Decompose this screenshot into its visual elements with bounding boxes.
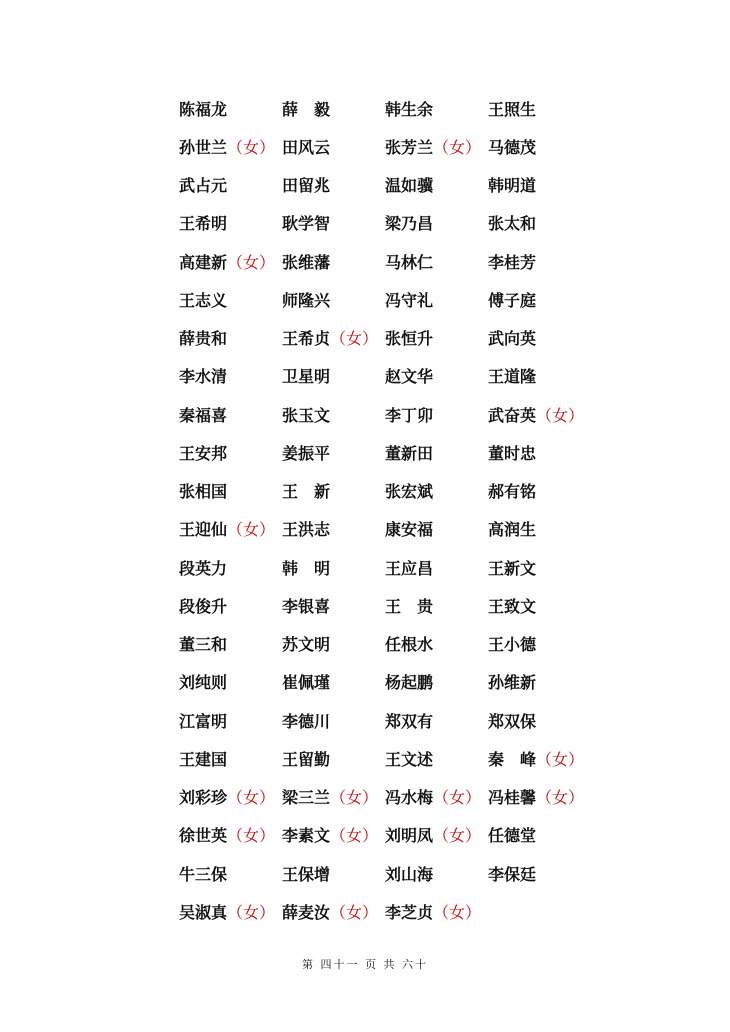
person-name: 陈福龙 xyxy=(179,99,228,119)
female-mark: （女） xyxy=(330,826,379,846)
name-cell xyxy=(488,250,591,273)
name-row xyxy=(179,395,619,433)
name-cell xyxy=(179,823,282,846)
name-cell xyxy=(488,517,591,540)
person-name: 郑双保 xyxy=(488,711,537,731)
page-footer: 第 四十一 页 共 六十 xyxy=(302,958,428,971)
name-cell xyxy=(179,250,282,273)
person-name: 薛 毅 xyxy=(282,99,331,119)
person-name: 王 贵 xyxy=(385,596,434,616)
person-name: 薛麦汝 xyxy=(282,902,331,922)
name-cell xyxy=(282,135,385,158)
name-cell xyxy=(488,173,591,196)
female-mark: （女） xyxy=(330,329,379,349)
name-cell xyxy=(179,441,282,464)
name-row xyxy=(179,701,619,739)
person-name: 田风云 xyxy=(282,137,331,157)
person-name: 郑双有 xyxy=(385,711,434,731)
person-name: 武向英 xyxy=(488,329,537,349)
female-mark: （女） xyxy=(330,788,379,808)
person-name: 田留兆 xyxy=(282,176,331,196)
name-cell xyxy=(488,785,591,808)
name-cell xyxy=(179,709,282,732)
name-cell xyxy=(282,785,385,808)
person-name: 冯水梅 xyxy=(385,788,434,808)
name-cell xyxy=(385,785,488,808)
person-name: 赵文华 xyxy=(385,367,434,387)
female-mark: （女） xyxy=(433,137,482,157)
name-cell xyxy=(488,441,591,464)
female-mark: （女） xyxy=(227,826,276,846)
name-row xyxy=(179,854,619,892)
name-cell xyxy=(385,823,488,846)
person-name: 李桂芳 xyxy=(488,252,537,272)
name-row xyxy=(179,739,619,777)
person-name: 王建国 xyxy=(179,749,228,769)
person-name: 刘山海 xyxy=(385,864,434,884)
name-cell xyxy=(282,517,385,540)
person-name: 王保增 xyxy=(282,864,331,884)
person-name: 高建新 xyxy=(179,252,228,272)
person-name: 李素文 xyxy=(282,826,331,846)
person-name: 王小德 xyxy=(488,635,537,655)
person-name: 牛三保 xyxy=(179,864,228,884)
person-name: 刘明凤 xyxy=(385,826,434,846)
person-name: 王希贞 xyxy=(282,329,331,349)
person-name: 卫星明 xyxy=(282,367,331,387)
name-cell xyxy=(282,326,385,349)
name-cell xyxy=(488,747,591,770)
name-row xyxy=(179,242,619,280)
name-row xyxy=(179,357,619,395)
name-cell xyxy=(282,632,385,655)
person-name: 王安邦 xyxy=(179,443,228,463)
person-name: 王洪志 xyxy=(282,520,331,540)
female-mark: （女） xyxy=(227,252,276,272)
female-mark: （女） xyxy=(433,826,482,846)
person-name: 武占元 xyxy=(179,176,228,196)
person-name: 王 新 xyxy=(282,482,331,502)
name-cell xyxy=(179,517,282,540)
name-cell xyxy=(282,97,385,120)
name-cell xyxy=(179,97,282,120)
person-name: 张维藩 xyxy=(282,252,331,272)
person-name: 王应昌 xyxy=(385,558,434,578)
person-name: 温如骥 xyxy=(385,176,434,196)
person-name: 师隆兴 xyxy=(282,290,331,310)
name-cell xyxy=(385,862,488,885)
name-row xyxy=(179,510,619,548)
person-name: 吴淑真 xyxy=(179,902,228,922)
name-cell xyxy=(488,709,591,732)
name-cell xyxy=(488,670,591,693)
female-mark: （女） xyxy=(433,788,482,808)
person-name: 傅子庭 xyxy=(488,290,537,310)
female-mark: （女） xyxy=(536,405,585,425)
name-cell xyxy=(385,747,488,770)
person-name: 杨起鹏 xyxy=(385,673,434,693)
person-name: 姜振平 xyxy=(282,443,331,463)
name-row xyxy=(179,663,619,701)
name-cell xyxy=(282,556,385,579)
person-name: 薛贵和 xyxy=(179,329,228,349)
name-cell xyxy=(179,670,282,693)
female-mark: （女） xyxy=(433,902,482,922)
person-name: 郝有铭 xyxy=(488,482,537,502)
name-cell xyxy=(282,403,385,426)
person-name: 秦福喜 xyxy=(179,405,228,425)
name-cell xyxy=(282,479,385,502)
person-name: 刘纯则 xyxy=(179,673,228,693)
person-name: 王致文 xyxy=(488,596,537,616)
person-name: 崔佩瑾 xyxy=(282,673,331,693)
person-name: 段俊升 xyxy=(179,596,228,616)
name-cell xyxy=(282,747,385,770)
person-name: 高润生 xyxy=(488,520,537,540)
name-cell xyxy=(488,862,591,885)
person-name: 冯守礼 xyxy=(385,290,434,310)
name-cell xyxy=(385,211,488,234)
person-name: 王道隆 xyxy=(488,367,537,387)
name-cell xyxy=(385,364,488,387)
person-name: 秦 峰 xyxy=(488,749,537,769)
name-cell xyxy=(179,632,282,655)
name-cell xyxy=(282,364,385,387)
person-name: 李保廷 xyxy=(488,864,537,884)
name-cell xyxy=(385,632,488,655)
person-name: 康安福 xyxy=(385,520,434,540)
name-row xyxy=(179,89,619,127)
person-name: 马德茂 xyxy=(488,137,537,157)
name-cell xyxy=(282,709,385,732)
name-cell xyxy=(488,823,591,846)
name-cell xyxy=(385,556,488,579)
name-row xyxy=(179,127,619,165)
name-cell xyxy=(179,785,282,808)
name-cell xyxy=(179,747,282,770)
female-mark: （女） xyxy=(227,788,276,808)
person-name: 张恒升 xyxy=(385,329,434,349)
person-name: 李银喜 xyxy=(282,596,331,616)
name-cell xyxy=(282,441,385,464)
name-cell xyxy=(282,862,385,885)
name-cell xyxy=(282,594,385,617)
name-cell xyxy=(179,326,282,349)
name-cell xyxy=(282,900,385,923)
name-cell xyxy=(385,288,488,311)
name-cell xyxy=(179,862,282,885)
name-cell xyxy=(179,403,282,426)
person-name: 董三和 xyxy=(179,635,228,655)
name-list xyxy=(179,89,619,931)
name-cell xyxy=(282,823,385,846)
name-cell xyxy=(488,632,591,655)
person-name: 韩明道 xyxy=(488,176,537,196)
name-cell xyxy=(179,900,282,923)
female-mark: （女） xyxy=(227,137,276,157)
person-name: 董新田 xyxy=(385,443,434,463)
person-name: 李芝贞 xyxy=(385,902,434,922)
person-name: 王留勤 xyxy=(282,749,331,769)
name-cell xyxy=(179,364,282,387)
female-mark: （女） xyxy=(227,520,276,540)
name-cell xyxy=(282,250,385,273)
person-name: 王希明 xyxy=(179,214,228,234)
name-row xyxy=(179,625,619,663)
person-name: 武奋英 xyxy=(488,405,537,425)
name-cell xyxy=(488,364,591,387)
person-name: 孙维新 xyxy=(488,673,537,693)
person-name: 李水清 xyxy=(179,367,228,387)
name-cell xyxy=(282,288,385,311)
name-row xyxy=(179,548,619,586)
person-name: 王新文 xyxy=(488,558,537,578)
name-cell xyxy=(488,211,591,234)
person-name: 段英力 xyxy=(179,558,228,578)
name-cell xyxy=(385,326,488,349)
name-cell xyxy=(179,288,282,311)
person-name: 张相国 xyxy=(179,482,228,502)
person-name: 孙世兰 xyxy=(179,137,228,157)
person-name: 张芳兰 xyxy=(385,137,434,157)
person-name: 张玉文 xyxy=(282,405,331,425)
name-cell xyxy=(385,250,488,273)
name-cell xyxy=(385,97,488,120)
person-name: 王文述 xyxy=(385,749,434,769)
name-cell xyxy=(385,173,488,196)
person-name: 冯桂馨 xyxy=(488,788,537,808)
person-name: 韩 明 xyxy=(282,558,331,578)
person-name: 王志义 xyxy=(179,290,228,310)
name-row xyxy=(179,778,619,816)
person-name: 梁乃昌 xyxy=(385,214,434,234)
name-row xyxy=(179,816,619,854)
person-name: 张太和 xyxy=(488,214,537,234)
person-name: 任德堂 xyxy=(488,826,537,846)
female-mark: （女） xyxy=(330,902,379,922)
person-name: 韩生余 xyxy=(385,99,434,119)
name-cell xyxy=(385,900,488,923)
person-name: 梁三兰 xyxy=(282,788,331,808)
name-cell xyxy=(179,211,282,234)
name-cell xyxy=(488,135,591,158)
name-row xyxy=(179,319,619,357)
name-cell xyxy=(179,594,282,617)
female-mark: （女） xyxy=(536,749,585,769)
name-row xyxy=(179,204,619,242)
name-row xyxy=(179,892,619,930)
female-mark: （女） xyxy=(536,788,585,808)
name-cell xyxy=(488,288,591,311)
person-name: 董时忠 xyxy=(488,443,537,463)
name-row xyxy=(179,166,619,204)
person-name: 李德川 xyxy=(282,711,331,731)
name-cell xyxy=(179,135,282,158)
person-name: 任根水 xyxy=(385,635,434,655)
name-cell xyxy=(488,403,591,426)
name-cell xyxy=(488,97,591,120)
name-cell xyxy=(385,709,488,732)
person-name: 王照生 xyxy=(488,99,537,119)
person-name: 徐世英 xyxy=(179,826,228,846)
person-name: 王迎仙 xyxy=(179,520,228,540)
person-name: 马林仁 xyxy=(385,252,434,272)
name-cell xyxy=(179,173,282,196)
name-row xyxy=(179,472,619,510)
person-name: 苏文明 xyxy=(282,635,331,655)
person-name: 江富明 xyxy=(179,711,228,731)
name-row xyxy=(179,280,619,318)
name-cell xyxy=(488,479,591,502)
name-cell xyxy=(385,479,488,502)
name-row xyxy=(179,586,619,624)
name-cell xyxy=(385,517,488,540)
person-name: 张宏斌 xyxy=(385,482,434,502)
person-name: 刘彩珍 xyxy=(179,788,228,808)
name-cell xyxy=(385,670,488,693)
name-cell xyxy=(282,211,385,234)
name-cell xyxy=(282,173,385,196)
person-name: 李丁卯 xyxy=(385,405,434,425)
name-cell xyxy=(385,403,488,426)
name-cell xyxy=(385,441,488,464)
name-cell xyxy=(488,556,591,579)
person-name: 耿学智 xyxy=(282,214,331,234)
name-cell xyxy=(488,326,591,349)
name-cell xyxy=(282,670,385,693)
name-cell xyxy=(385,135,488,158)
name-cell xyxy=(179,556,282,579)
name-cell xyxy=(488,594,591,617)
female-mark: （女） xyxy=(227,902,276,922)
name-cell xyxy=(179,479,282,502)
name-cell xyxy=(385,594,488,617)
name-row xyxy=(179,433,619,471)
